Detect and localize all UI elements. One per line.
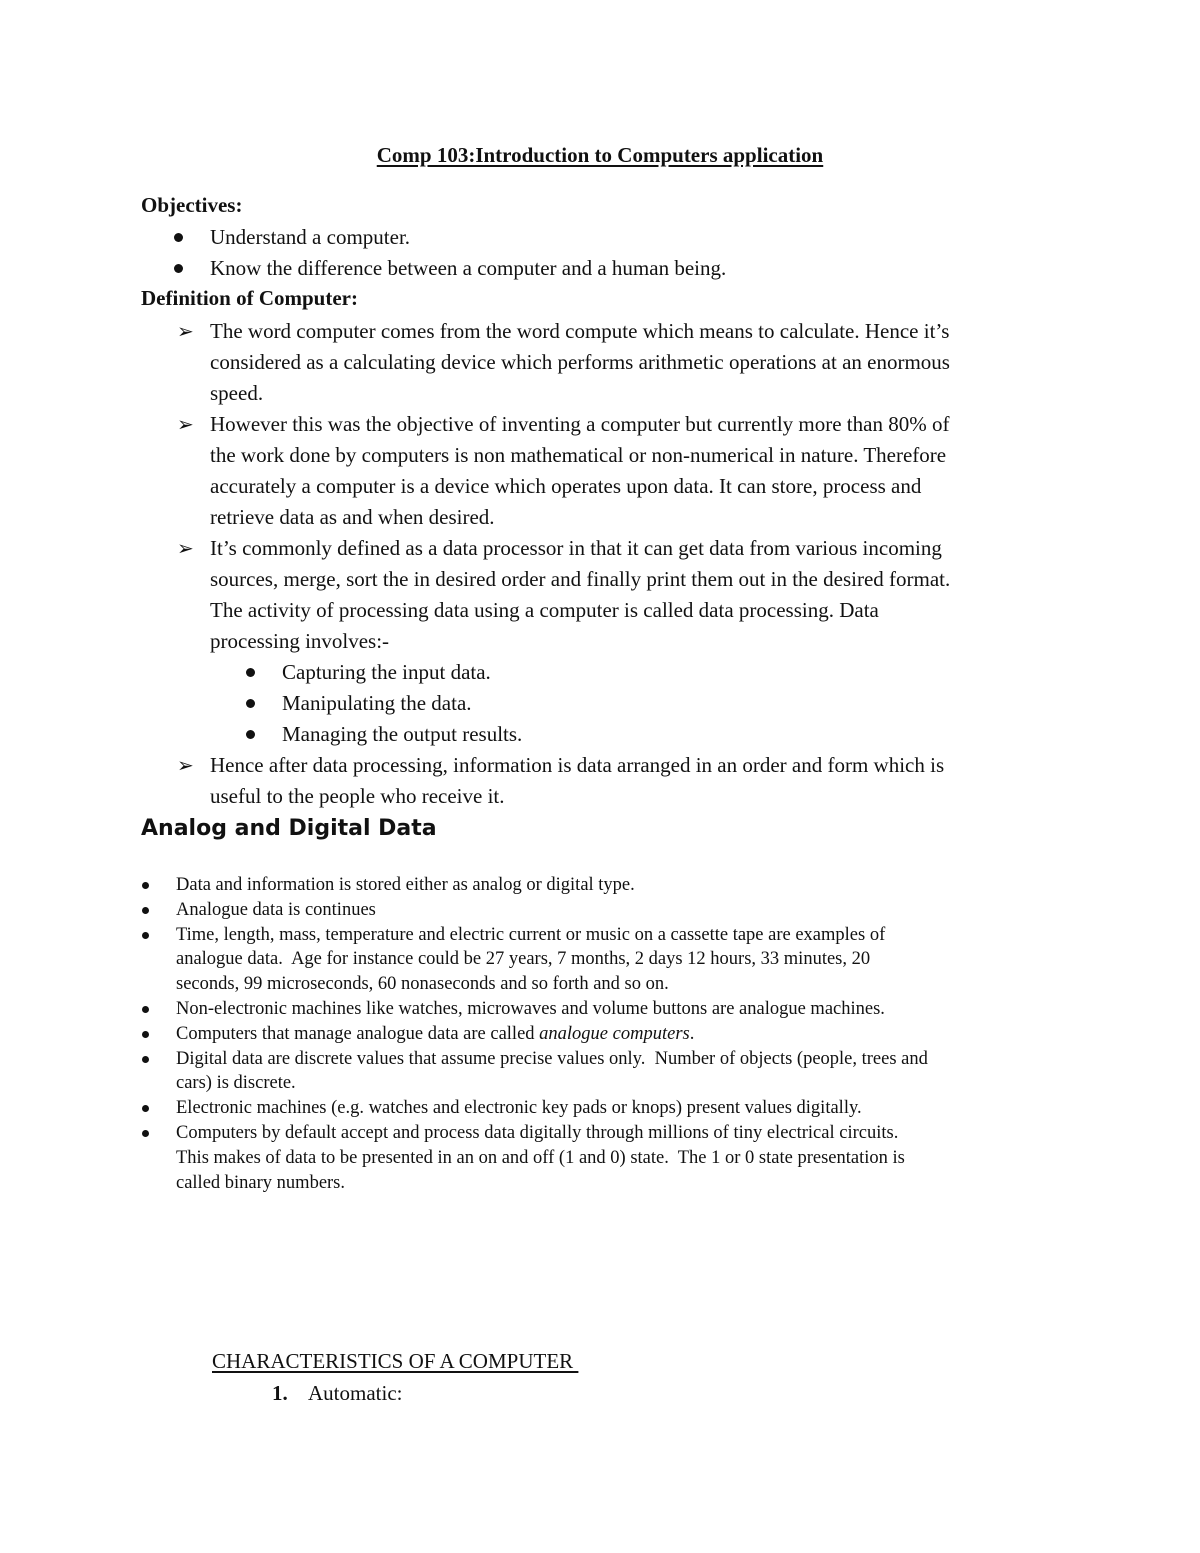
bullet-icon <box>142 907 149 914</box>
definition-heading: Definition of Computer: <box>141 286 358 310</box>
list-item: ➢ It’s commonly defined as a data processor in that it can get data from various incoming sources, merge, sort the in desired order and finally print them out in the desired format. The activity of processing data using a computer is called data processing. Data processing involves:- Capturing the input data. Manipulating the data. Managing the output results. <box>141 533 1101 750</box>
bullet-icon <box>246 668 255 677</box>
list-item: Managing the output results. <box>141 719 1101 750</box>
bullet-icon <box>142 932 149 939</box>
item-number: 1. <box>272 1381 288 1405</box>
bullet-icon <box>174 264 183 273</box>
list-item: Know the difference between a computer and a human being. <box>141 253 1091 284</box>
document-title: Comp 103:Introduction to Computers application <box>376 143 824 167</box>
list-item: Computers by default accept and process data digitally through millions of tiny electrical circuits. This makes of data to be presented in an on and off (1 and 0) state. The 1 or 0 state presentation is called binary numbers. <box>141 1121 1071 1195</box>
objectives-heading: Objectives: <box>141 193 243 217</box>
list-item: Data and information is stored either as analog or digital type. <box>141 873 1071 898</box>
bullet-icon <box>142 1105 149 1112</box>
bullet-icon <box>142 1056 149 1063</box>
list-item <box>141 1022 1071 1047</box>
bullet-icon <box>246 730 255 739</box>
arrow-bullet-icon: ➢ <box>177 412 194 436</box>
list-item: Electronic machines (e.g. watches and electronic key pads or knops) present values digitally. <box>141 1096 1071 1121</box>
data-processing-sublist <box>210 657 1101 750</box>
list-item: Analogue data is continues <box>141 898 1071 923</box>
list-item: Time, length, mass, temperature and electric current or music on a cassette tape are examples of analogue data. Age for instance could be 27 years, 7 months, 2 days 12 hours, 33 minutes, 20 seconds, 99 microseconds, 60 nonaseconds and so forth and so on. <box>141 923 1071 997</box>
analog-digital-heading: Analog and Digital Data <box>141 816 437 841</box>
bullet-icon <box>142 1006 149 1013</box>
list-item: ➢ However this was the objective of inventing a computer but currently more than 80% of the work done by computers is non mathematical or non-numerical in nature. Therefore accurately a computer is a device which operates upon data. It can store, process and retrieve data as and when desired. <box>141 409 1101 533</box>
analog-digital-list <box>141 873 1071 1195</box>
objectives-list <box>141 222 1091 284</box>
list-item: Non-electronic machines like watches, microwaves and volume buttons are analogue machines. <box>141 997 1071 1022</box>
bullet-icon <box>142 882 149 889</box>
definition-list <box>141 316 1101 812</box>
list-item: Capturing the input data. <box>141 657 1101 688</box>
list-item: Manipulating the data. <box>141 688 1101 719</box>
bullet-icon <box>246 699 255 708</box>
arrow-bullet-icon: ➢ <box>177 753 194 777</box>
list-item: Digital data are discrete values that assume precise values only. Number of objects (people, trees and cars) is discrete. <box>141 1047 1071 1097</box>
arrow-bullet-icon: ➢ <box>177 319 194 343</box>
bullet-icon <box>142 1031 149 1038</box>
characteristics-heading: CHARACTERISTICS OF A COMPUTER <box>212 1349 579 1373</box>
bullet-icon <box>174 233 183 242</box>
numbered-item <box>272 1381 402 1406</box>
analogue-computers-line: Computers that manage analogue data are called analogue computers. <box>176 1023 695 1044</box>
list-item: ➢ The word computer comes from the word compute which means to calculate. Hence it’s considered as a calculating device which performs arithmetic operations at an enormous speed. <box>141 316 1101 409</box>
bullet-icon <box>142 1130 149 1137</box>
item-label: Automatic: <box>308 1381 403 1405</box>
arrow-bullet-icon: ➢ <box>177 536 194 560</box>
list-item: Understand a computer. <box>141 222 1091 253</box>
list-item: ➢ Hence after data processing, information is data arranged in an order and form which is useful to the people who receive it. <box>141 750 1101 812</box>
